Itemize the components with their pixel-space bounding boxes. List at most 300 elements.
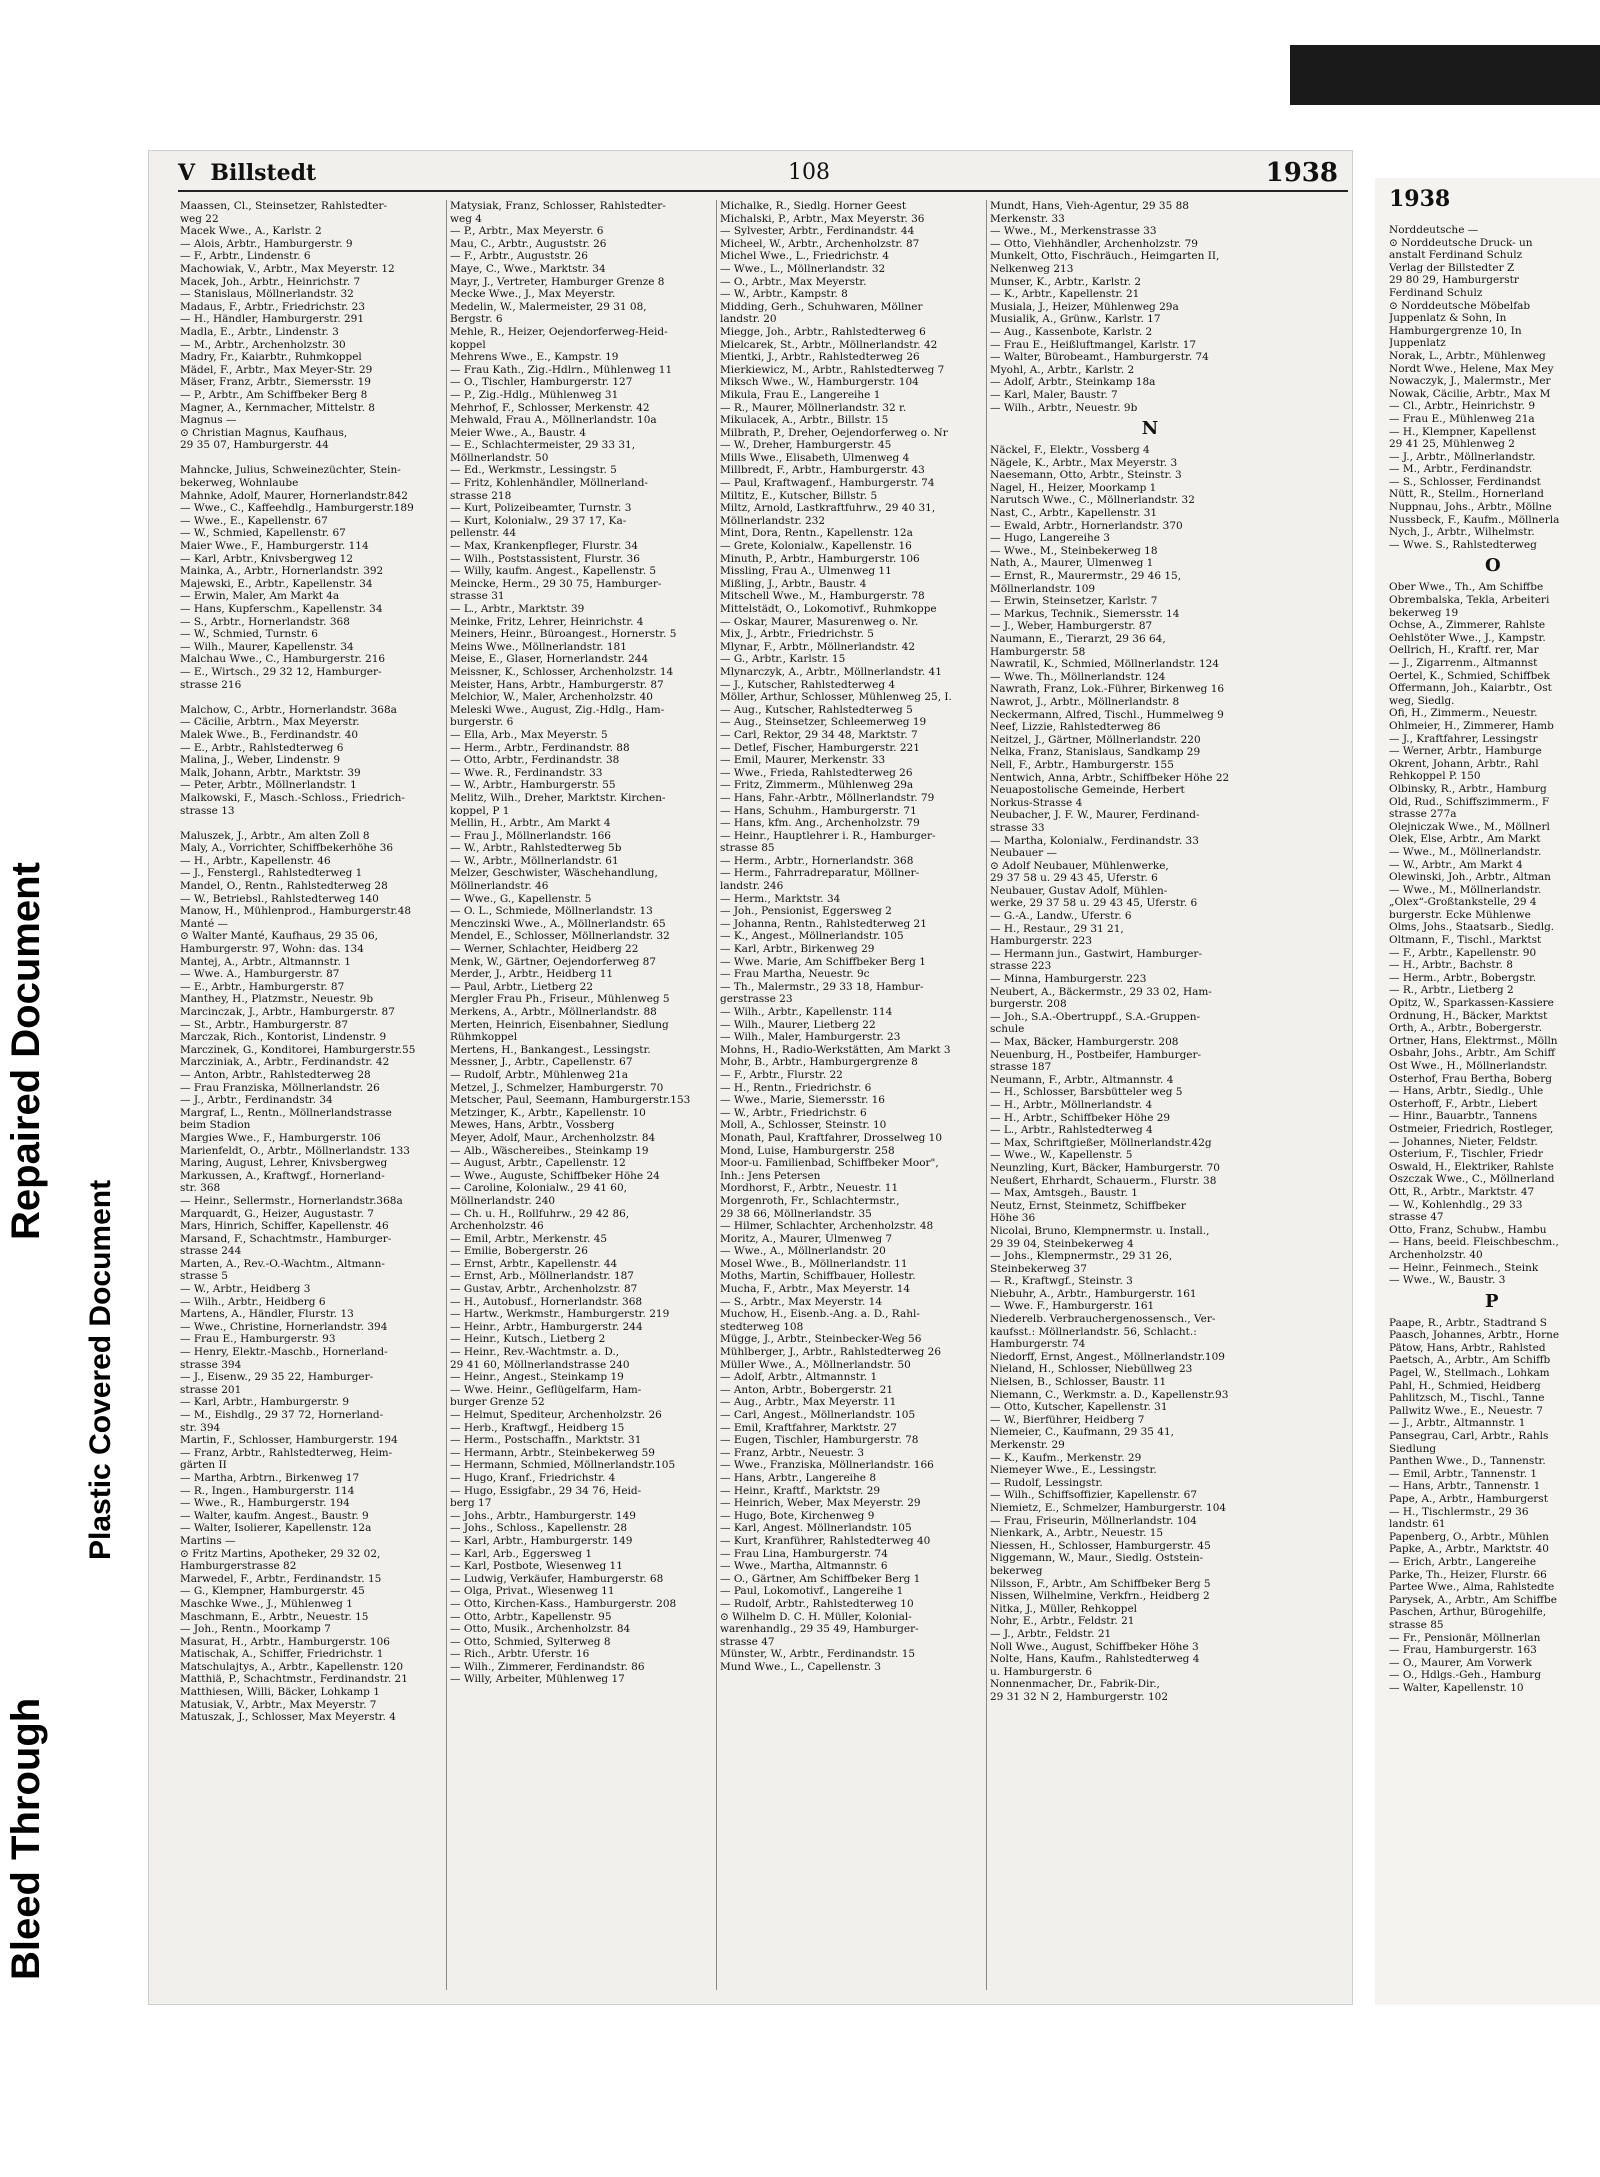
directory-entry: — Ernst, Arbtr., Kapellenstr. 44 [450,1257,618,1270]
directory-entry: — H., Arbtr., Schiffbeker Höhe 29 [990,1111,1171,1124]
directory-entry: Musiala, J., Heizer, Mühlenweg 29a [990,300,1179,313]
directory-entry: Pagel, W., Stellmach., Lohkam [1389,1367,1550,1380]
directory-entry: — Emil, Arbtr., Merkenstr. 45 [450,1232,608,1245]
directory-entry: — F., Arbtr., Auguststr. 26 [450,250,588,263]
directory-entry: — J., Kutscher, Rahlstedterweg 4 [720,678,896,691]
directory-entry: strasse 277a [1389,808,1457,821]
directory-entry: — Paul, Arbtr., Lietberg 22 [450,980,594,993]
directory-entry: Mund Wwe., L., Capellenstr. 3 [720,1660,882,1673]
directory-entry: Malk, Johann, Arbtr., Marktstr. 39 [180,766,361,779]
directory-entry: Nell, F., Arbtr., Hamburgerstr. 155 [990,758,1174,771]
directory-entry: Mügge, J., Arbtr., Steinbecker-Weg 56 [720,1333,922,1346]
directory-entry: Marienfeldt, O., Arbtr., Möllnerlandstr. 133 [180,1144,410,1157]
directory-entry: — O., Hdlgs.-Geh., Hamburg [1389,1669,1542,1682]
directory-entry: bekerweg, Wohnlaube [180,477,299,490]
directory-entry: beim Stadion [180,1119,251,1132]
directory-entry: Maschke Wwe., J., Mühlenweg 1 [180,1597,353,1610]
directory-entry: landstr. 246 [720,880,784,893]
directory-entry: werke, 29 37 58 u. 29 43 45, Uferstr. 6 [990,897,1198,910]
directory-entry: — Wwe., E., Kapellenstr. 67 [180,514,328,527]
directory-entry: — Ella, Arb., Max Meyerstr. 5 [450,728,608,741]
directory-entry: Matusiak, V., Arbtr., Max Meyerstr. 7 [180,1698,377,1711]
directory-entry: Metzinger, K., Arbtr., Kapellenstr. 10 [450,1106,646,1119]
directory-entry: Metscher, Paul, Seemann, Hamburgerstr.153 [450,1094,691,1107]
directory-entry: Marczinek, G., Konditorei, Hamburgerstr.55 [180,1043,416,1056]
directory-entry: — Herm., Arbtr., Hornerlandstr. 368 [720,854,914,867]
directory-entry: — Hugo, Essigfabr., 29 34 76, Heid- [450,1484,642,1497]
directory-entry: Morgenroth, Fr., Schlachtermstr., [720,1194,900,1207]
directory-entry: — Anton, Arbtr., Rahlstedterweg 28 [180,1068,371,1081]
directory-entry: Osterium, F., Tischler, Friedr [1389,1148,1543,1161]
directory-entry: — Aug., Kutscher, Rahlstedterweg 5 [720,703,913,716]
directory-entry: — P., Arbtr., Am Schiffbeker Berg 8 [180,388,368,401]
directory-entry: Nelkenweg 213 [990,262,1074,275]
directory-entry: Magner, A., Kernmacher, Mittelstr. 8 [180,401,375,414]
directory-entry: — Karl, Arbtr., Hamburgerstr. 9 [180,1396,350,1409]
directory-entry: Mucha, F., Arbtr., Max Meyerstr. 14 [720,1283,911,1296]
directory-entry: — Heinr., Arbtr., Hamburgerstr. 244 [450,1320,643,1333]
directory-entry: Matuszak, J., Schlosser, Max Meyerstr. 4 [180,1711,396,1724]
directory-entry: — Joh., Rentn., Moorkamp 7 [180,1623,331,1636]
directory-entry: Noll Wwe., August, Schiffbeker Höhe 3 [990,1640,1199,1653]
directory-entry: — Werner, Arbtr., Hamburge [1389,745,1542,758]
directory-entry: Paasch, Johannes, Arbtr., Horne [1389,1329,1560,1342]
directory-entry: — H., Arbtr., Bachstr. 8 [1389,959,1513,972]
directory-entry: strasse 216 [180,678,242,691]
directory-entry: Siedlung [1389,1442,1437,1455]
directory-entry: bekerweg 19 [1389,606,1459,619]
directory-entry: Mittelstädt, O., Lokomotivf., Ruhmkoppe [720,603,937,615]
directory-entry: — Henry, Elektr.-Maschb., Hornerland- [180,1346,388,1359]
directory-entry: — Max, Bäcker, Hamburgerstr. 208 [990,1036,1179,1048]
directory-entry: — Hermann jun., Gastwirt, Hamburger- [990,947,1202,960]
directory-entry: — P., Zig.-Hdlg., Mühlenweg 31 [450,388,619,401]
directory-entry: Midding, Gerh., Schuhwaren, Möllner [720,300,923,313]
directory-entry [180,452,438,465]
top-border [0,0,1600,45]
directory-entry: — Ed., Werkmstr., Lessingstr. 5 [450,464,617,477]
directory-entry: strasse 85 [1389,1618,1444,1631]
directory-entry: Mond, Luise, Hamburgerstr. 258 [720,1144,895,1157]
directory-entry: Maassen, Cl., Steinsetzer, Rahlstedter- [180,200,388,212]
directory-entry: Mehwald, Frau A., Möllnerlandstr. 10a [450,414,657,427]
directory-entry: Neuapostolische Gemeinde, Herbert [990,784,1185,797]
section-letter: V [178,160,196,186]
directory-entry: — O. L., Schmiede, Möllnerlandstr. 13 [450,905,653,918]
directory-entry: strasse 201 [180,1383,242,1396]
directory-entry: ⊙ Fritz Martins, Apotheker, 29 32 02, [180,1547,381,1560]
directory-entry: Ferdinand Schulz [1389,286,1483,299]
directory-entry: Ostmeier, Friedrich, Rostleger, [1389,1122,1554,1135]
directory-entry: — W., Arbtr., Rahlstedterweg 5b [450,842,622,855]
directory-entry: Niggemann, W., Maur., Siedlg. Oststein- [990,1552,1204,1565]
directory-entry: Neutz, Ernst, Steinmetz, Schiffbeker [990,1199,1186,1212]
directory-entry: Maschmann, E., Arbtr., Neuestr. 15 [180,1610,369,1623]
directory-entry: Nitka, J., Müller, Rehkoppel [990,1602,1138,1615]
directory-entry: — Martha, Kolonialw., Ferdinandstr. 33 [990,834,1199,847]
directory-entry: Manow, H., Mühlenprod., Hamburgerstr.48 [180,905,412,918]
directory-entry: Nonnenmacher, Dr., Fabrik-Dir., [990,1678,1160,1691]
directory-entry: burgerstr. 6 [450,716,514,729]
directory-entry: — Karl, Arb., Eggersweg 1 [450,1547,593,1560]
directory-entry: Mundt, Hans, Vieh-Agentur, 29 35 88 [990,200,1189,212]
directory-entry: — Otto, Arbtr., Kapellenstr. 95 [450,1610,612,1623]
directory-entry: — Hermann, Schmied, Möllnerlandstr.105 [450,1459,676,1472]
directory-entry: — R., Ingen., Hamburgerstr. 114 [180,1484,355,1497]
directory-entry: — Johs., Arbtr., Hamburgerstr. 149 [450,1509,636,1522]
directory-entry: — Heinr., Sellermstr., Hornerlandstr.368a [180,1194,403,1207]
directory-entry: — Adolf, Arbtr., Altmannstr. 1 [720,1371,878,1384]
directory-entry: Mientki, J., Arbtr., Rahlstedterweg 26 [720,351,920,364]
directory-entry: — Frau, Hamburgerstr. 163 [1389,1644,1537,1657]
directory-entry: Marsand, F., Schachtmstr., Hamburger- [180,1232,392,1245]
directory-entry: Nelka, Franz, Stanislaus, Sandkamp 29 [990,746,1201,759]
directory-entry: Steinbekerweg 37 [990,1262,1087,1275]
directory-entry: — R., Arbtr., Lietberg 2 [1389,984,1514,997]
directory-entry: — W., Betriebsl., Rahlstedterweg 140 [180,892,379,905]
directory-entry: — Rudolf, Lessingstr. [990,1476,1103,1489]
directory-entry: — Wwe., R., Hamburgerstr. 194 [180,1497,350,1510]
directory-entry: — Anton, Arbtr., Bobergerstr. 21 [720,1383,894,1396]
directory-entry: — Wwe., M., Steinbekerweg 18 [990,544,1158,557]
directory-entry: Ortner, Hans, Elektrmst., Mölln [1389,1034,1558,1047]
directory-entry: Merkens, A., Arbtr., Möllnerlandstr. 88 [450,1006,657,1018]
directory-entry: Merder, J., Arbtr., Heidberg 11 [450,968,614,981]
directory-entry: Offermann, Joh., Kaiarbtr., Ost [1389,682,1552,695]
directory-entry: Niemeyer Wwe., E., Lessingstr. [990,1464,1157,1477]
directory-entry: Madaus, F., Arbtr., Friedrichstr. 23 [180,300,366,313]
directory-entry: Verlag der Billstedter Z [1389,261,1515,274]
directory-entry: — Frau J., Möllnerlandstr. 166 [450,829,611,842]
directory-entry: Möllnerlandstr. 232 [720,514,826,527]
directory-entry: strasse 244 [180,1245,242,1258]
directory-entry: — O., Tischler, Hamburgerstr. 127 [450,376,633,389]
repaired-document-label: Repaired Document [4,862,48,1240]
directory-entry: Pahlitzsch, M., Tischl., Tanne [1389,1392,1545,1405]
directory-entry: — Hans, Arbtr., Langereihe 8 [720,1471,877,1484]
directory-entry: — Karl, Arbtr., Hamburgerstr. 149 [450,1534,633,1547]
directory-entry: — Markus, Technik., Siemersstr. 14 [990,607,1180,620]
directory-entry: Mlynarczyk, A., Arbtr., Möllnerlandstr. 41 [720,665,942,678]
directory-entry: warenhandlg., 29 35 49, Hamburger- [720,1623,919,1636]
directory-entry: Nath, A., Maurer, Ulmenweg 1 [990,557,1154,570]
directory-entry: — Heinr., Rev.-Wachtmstr. a. D., [450,1346,620,1359]
directory-entry: Marcinczak, J., Arbtr., Hamburgerstr. 87 [180,1006,395,1018]
directory-entry: — J., Fenstergl., Rahlstedterweg 1 [180,867,363,880]
directory-entry: Munser, K., Arbtr., Karlstr. 2 [990,275,1142,288]
directory-entry: Mehrens Wwe., E., Kampstr. 19 [450,351,619,364]
directory-entry: — Wwe., G., Kapellenstr. 5 [450,892,592,905]
directory-entry: Malkowski, F., Masch.-Schloss., Friedrich- [180,791,405,804]
directory-entry: — Th., Malermstr., 29 33 18, Hambur- [720,980,924,993]
section-letter-heading: P [1485,1290,1499,1312]
directory-entry: — St., Arbtr., Hamburgerstr. 87 [180,1018,349,1031]
directory-entry: Madla, E., Arbtr., Lindenstr. 3 [180,325,339,338]
directory-entry: Margraf, L., Rentn., Möllnerlandstrasse [180,1106,392,1119]
directory-entry: Nägele, K., Arbtr., Max Meyerstr. 3 [990,456,1178,469]
directory-entry: — G., Arbtr., Karlstr. 15 [720,653,846,666]
directory-entry: — Eugen, Tischler, Hamburgerstr. 78 [720,1434,919,1447]
directory-entry: — Walter, kaufm. Angest., Baustr. 9 [180,1509,369,1522]
directory-entry: Menk, W., Gärtner, Oejendorferweg 87 [450,955,656,968]
directory-entry: Nohr, E., Arbtr., Feldstr. 21 [990,1615,1135,1628]
directory-entry: — Sylvester, Arbtr., Ferdinandstr. 44 [720,225,915,238]
directory-entry: — Alb., Wäschereibes., Steinkamp 19 [450,1144,649,1157]
directory-entry: — Fritz, Kohlenhändler, Möllnerland- [450,477,648,490]
directory-entry: Mahnke, Adolf, Maurer, Hornerlandstr.842 [180,489,408,502]
directory-entry: Möller, Arthur, Schlosser, Mühlenweg 25, I. [720,691,952,704]
directory-entry: — Ch. u. H., Rollfuhrw., 29 42 86, [450,1207,630,1220]
directory-entry: — Willy, kaufm. Angest., Kapellenstr. 5 [450,565,657,578]
directory-entry: — Wilh., Schiffsoffizier, Kapellenstr. 67 [990,1489,1198,1502]
directory-entry: — Wwe., Christine, Hornerlandstr. 394 [180,1320,388,1333]
directory-entry: „Olex“-Großtankstelle, 29 4 [1389,896,1537,909]
directory-entry: — Wwe., C., Kaffeehdlg., Hamburgerstr.189 [180,502,414,515]
directory-entry: Niessen, H., Schlosser, Hamburgerstr. 45 [990,1539,1211,1552]
directory-entry: Ober Wwe., Th., Am Schiffbe [1389,581,1544,594]
directory-entry: bekerweg [990,1564,1043,1577]
directory-entry: Neubauer — [990,847,1057,860]
page-header [178,156,1348,192]
directory-entry: — E., Arbtr., Rahlstedterweg 6 [180,741,344,754]
directory-entry: — Paul, Lokomotivf., Langereihe 1 [720,1585,904,1598]
directory-entry: — Otto, Kirchen-Kass., Hamburgerstr. 208 [450,1597,677,1610]
directory-entry: Orth, A., Arbtr., Bobergerstr. [1389,1022,1543,1035]
directory-entry: Melchior, W., Maler, Archenholzstr. 40 [450,691,653,704]
directory-entry: — Grete, Kolonialw., Kapellenstr. 16 [720,540,912,553]
directory-entry: Osbahr, Johs., Arbtr., Am Schiff [1389,1047,1555,1060]
directory-entry: str. 394 [180,1421,221,1434]
directory-entry: Michel Wwe., L., Friedrichstr. 4 [720,250,890,263]
directory-entry: — Carl, Rektor, 29 34 48, Marktstr. 7 [720,728,918,741]
directory-entry: ⊙ Adolf Neubauer, Mühlenwerke, [990,859,1169,872]
directory-entry: Archenholzstr. 46 [450,1220,544,1233]
directory-entry: — E., Schlachtermeister, 29 33 31, [450,439,636,452]
directory-entry: — Wilh., Poststassistent, Flurstr. 36 [450,552,640,565]
directory-entry: — Karl, Maler, Baustr. 7 [990,388,1118,401]
directory-entry: Meiners, Heinr., Büroangest., Hornerstr. 5 [450,628,677,641]
directory-entry: Hamburgerstrasse 82 [180,1560,297,1573]
directory-entry: Niemann, C., Werkmstr. a. D., Kapellenstr.93 [990,1388,1229,1401]
directory-entry: kaufsst.: Möllnerlandstr. 56, Schlacht.: [990,1325,1197,1338]
directory-entry: Malchau Wwe., C., Hamburgerstr. 216 [180,653,386,666]
column-divider [986,200,987,1990]
directory-entry: — Rudolf, Arbtr., Mühlenweg 21a [450,1068,629,1081]
directory-entry: — Wwe. A., Hamburgerstr. 87 [180,968,340,981]
directory-entry: weg, Siedlg. [1389,694,1455,707]
directory-entry: 29 35 07, Hamburgerstr. 44 [180,439,329,452]
directory-entry: anstalt Ferdinand Schulz [1389,249,1523,262]
directory-entry: Mecke Wwe., J., Max Meyerstr. [450,288,616,301]
directory-entry: Narutsch Wwe., C., Möllnerlandstr. 32 [990,494,1195,507]
directory-entry: Moritz, A., Maurer, Ulmenweg 7 [720,1232,893,1245]
directory-entry: Mendel, E., Schlosser, Möllnerlandstr. 32 [450,930,670,943]
directory-entry: — Wwe., Marie, Siemersstr. 16 [720,1094,885,1107]
directory-entry: Manthey, H., Platzmstr., Neuestr. 9b [180,993,374,1006]
directory-entry: — Frau Lina, Hamburgerstr. 74 [720,1547,888,1560]
directory-entry: — G., Klempner, Hamburgerstr. 45 [180,1585,365,1598]
directory-entry: — Erwin, Maler, Am Markt 4a [180,590,340,603]
directory-entry: Marczak, Rich., Kontorist, Lindenstr. 9 [180,1031,387,1044]
directory-entry: Nussbeck, F., Kaufm., Möllnerla [1389,513,1560,526]
directory-entry: Miksch Wwe., W., Hamburgerstr. 104 [720,376,919,389]
directory-entry: — Frau E., Heißluftmangel, Karlstr. 17 [990,338,1197,351]
directory-entry: — Wilh., Arbtr., Neuestr. 9b [990,401,1138,414]
directory-entry: Old, Rud., Schiffszimmerm., F [1389,795,1550,808]
directory-entry: — Wwe., A., Möllnerlandstr. 20 [720,1245,886,1258]
directory-entry: — Werner, Schlachter, Heidberg 22 [450,943,639,956]
directory-entry: Mehle, R., Heizer, Oejendorferweg-Heid- [450,325,668,338]
directory-entry: Oltmann, F., Tischl., Marktst [1389,934,1542,947]
directory-entry: Mars, Hinrich, Schiffer, Kapellenstr. 46 [180,1220,389,1233]
directory-entry: Niebuhr, A., Arbtr., Hamburgerstr. 161 [990,1287,1197,1300]
directory-entry: Möllnerlandstr. 50 [450,451,549,464]
directory-entry: — Walter, Bürobeamt., Hamburgerstr. 74 [990,351,1209,364]
directory-entry: Bergstr. 6 [450,313,503,326]
directory-entry: — Walter, Isolierer, Kapellenstr. 12a [180,1522,372,1535]
directory-entry: Müller Wwe., A., Möllnerlandstr. 50 [720,1358,911,1371]
directory-entry: strasse 33 [990,821,1045,834]
directory-entry: Obrembalska, Tekla, Arbeiteri [1389,594,1550,607]
directory-entry: Mohr, B., Arbtr., Hamburgergrenze 8 [720,1056,918,1069]
directory-entry: — Wilh., Maler, Hamburgerstr. 23 [720,1031,901,1044]
directory-entry: — Wwe. Heinr., Geflügelfarm, Ham- [450,1383,642,1396]
directory-entry: — Wwe., W., Baustr. 3 [1389,1274,1506,1287]
directory-entry: schule [990,1023,1025,1036]
directory-entry: Mordhorst, F., Arbtr., Neuestr. 11 [720,1182,899,1195]
directory-entry: Martin, F., Schlosser, Hamburgerstr. 194 [180,1434,398,1447]
directory-entry: — Minna, Hamburgerstr. 223 [990,973,1147,986]
directory-entry: — Alois, Arbtr., Hamburgerstr. 9 [180,237,353,250]
directory-entry: stedterweg 108 [720,1320,804,1333]
directory-entry: — K., Kaufm., Merkenstr. 29 [990,1451,1142,1464]
directory-entry: — Hartw., Werkmstr., Hamburgerstr. 219 [450,1308,670,1321]
directory-entry: Manté — [180,917,229,930]
directory-entry: — F., Arbtr., Lindenstr. 6 [180,250,311,263]
directory-entry: Hamburgerstr. 223 [990,935,1093,948]
directory-entry: Parke, Th., Heizer, Flurstr. 66 [1389,1568,1547,1581]
directory-entry: Mayr, J., Vertreter, Hamburger Grenze 8 [450,275,665,288]
directory-entry: gärten II [180,1459,227,1472]
directory-entry: — Max, Schriftgießer, Möllnerlandstr.42g [990,1136,1212,1149]
directory-entry: Nentwich, Anna, Arbtr., Schiffbeker Höhe 22 [990,771,1230,784]
directory-entry: Niedorff, Ernst, Angest., Möllnerlandstr.109 [990,1350,1225,1363]
directory-entry: — Wwe., Franziska, Möllnerlandstr. 166 [720,1459,934,1472]
directory-entry: — Heinrich, Weber, Max Meyerstr. 29 [720,1497,921,1510]
directory-entry: — S., Arbtr., Hornerlandstr. 368 [180,615,350,628]
directory-entry: — Wwe. R., Ferdinandstr. 33 [450,766,603,779]
directory-entry: — Heinr., Feinmech., Steink [1389,1261,1539,1274]
directory-entry: — Max, Amtsgeh., Baustr. 1 [990,1187,1138,1200]
directory-entry: — W., Arbtr., Heidberg 3 [180,1283,311,1296]
directory-entry: — Emil, Maurer, Merkenstr. 33 [720,754,886,767]
directory-entry: Mlynar, F., Arbtr., Möllnerlandstr. 42 [720,640,916,653]
directory-entry: — Herm., Marktstr. 34 [720,892,841,905]
directory-entry: Metzel, J., Schmelzer, Hamburgerstr. 70 [450,1081,664,1094]
bleed-through-label: Bleed Through [4,1697,48,1980]
directory-entry: — Max, Krankenpfleger, Flurstr. 34 [450,540,639,553]
directory-entry: — H., Schlosser, Barsbütteler weg 5 [990,1086,1183,1099]
column-1 [180,200,438,1990]
directory-entry: — R., Kraftwgf., Steinstr. 3 [990,1275,1133,1288]
directory-entry: Okrent, Johann, Arbtr., Rahl [1389,757,1539,770]
directory-page [148,150,1353,2005]
directory-entry: — E., Wirtsch., 29 32 12, Hamburger- [180,665,382,678]
directory-entry: Mehrhof, F., Schlosser, Merkenstr. 42 [450,401,650,414]
directory-entry: — Herm., Fahrradreparatur, Möllner- [720,867,920,880]
directory-entry: Nicolai, Bruno, Klempnermstr. u. Install., [990,1224,1210,1237]
directory-entry: — Oskar, Maurer, Masurenweg o. Nr. [720,615,919,628]
directory-entry: — Fr., Pensionär, Möllnerlan [1389,1631,1541,1644]
directory-entry: — Johanna, Rentn., Rahlstedterweg 21 [720,917,927,930]
directory-entry: — L., Arbtr., Rahlstedterweg 4 [990,1124,1153,1137]
directory-entry: strasse 394 [180,1358,242,1371]
directory-entry: — Hinr., Bauarbtr., Tannens [1389,1110,1538,1123]
directory-entry: — Karl, Postbote, Wiesenweg 11 [450,1560,623,1573]
directory-entry: — Wwe., Auguste, Schiffbeker Höhe 24 [450,1169,660,1182]
directory-entry: Nawrath, Franz, Lok.-Führer, Birkenweg 16 [990,683,1225,696]
directory-entry: Macek, Joh., Arbtr., Heinrichstr. 7 [180,275,361,288]
directory-entry: Melzer, Geschwister, Wäschehandlung, [450,867,658,880]
directory-entry: Pallwitz Wwe., E., Neuestr. 7 [1389,1404,1543,1417]
directory-entry: Pansegrau, Carl, Arbtr., Rahls [1389,1430,1549,1443]
directory-entry: 29 31 32 N 2, Hamburgerstr. 102 [990,1690,1168,1703]
directory-entry: Nawratil, K., Schmied, Möllnerlandstr. 124 [990,658,1220,671]
directory-entry: Mahncke, Julius, Schweinezüchter, Stein- [180,464,401,477]
directory-entry: — H., Rentn., Friedrichstr. 6 [720,1081,872,1094]
directory-entry: — Ernst, R., Maurermstr., 29 46 15, [990,570,1182,583]
directory-entry: Magnus — [180,414,237,427]
directory-entry: Niemietz, E., Schmelzer, Hamburgerstr. 104 [990,1501,1227,1514]
directory-entry: Ott, R., Arbtr., Marktstr. 47 [1389,1185,1535,1198]
directory-entry: Ochse, A., Zimmerer, Rahlste [1389,619,1546,632]
directory-entry: — H., Restaur., 29 31 21, [990,922,1124,935]
directory-entry: — Wilh., Maurer, Lietberg 22 [720,1018,876,1031]
directory-entry: Olms, Johs., Staatsarb., Siedlg. [1389,921,1555,934]
directory-entry: — Franz, Arbtr., Rahlstedterweg, Heim- [180,1446,393,1459]
directory-entry: Meissner, K., Schlosser, Archenholzstr. 14 [450,665,674,678]
directory-entry: — Johs., Schloss., Kapellenstr. 28 [450,1522,628,1535]
facing-page-year: 1938 [1389,186,1451,212]
directory-entry: Hamburgergrenze 10, In [1389,324,1522,337]
directory-entry: Moll, A., Schlosser, Steinstr. 10 [720,1119,887,1132]
directory-entry: Neunzling, Kurt, Bäcker, Hamburgerstr. 70 [990,1161,1220,1174]
directory-entry: — J., Arbtr., Möllnerlandstr. [1389,450,1536,463]
directory-entry: Mosel Wwe., B., Möllnerlandstr. 11 [720,1257,908,1270]
directory-entry: — Hans, Arbtr., Siedlg., Uhle [1389,1085,1544,1098]
directory-entry: — Wwe. Marie, Am Schiffbeker Berg 1 [720,955,926,968]
directory-entry: Nagel, H., Heizer, Moorkamp 1 [990,481,1157,494]
directory-entry: — Hans, Kupferschm., Kapellenstr. 34 [180,603,383,615]
directory-entry: — Wilh., Maurer, Kapellenstr. 34 [180,640,354,653]
directory-entry: — Helmut, Spediteur, Archenholzstr. 26 [450,1409,662,1421]
directory-entry: Meyer, Adolf, Maur., Archenholzstr. 84 [450,1131,656,1144]
directory-entry: Pahl, H., Schmied, Heidberg [1389,1379,1541,1392]
directory-entry: Neckermann, Alfred, Tischl., Hummelweg 9 [990,708,1224,721]
directory-entry: Mohns, H., Radio-Werkstätten, Am Markt 3 [720,1043,951,1056]
directory-entry: strasse 47 [1389,1211,1444,1224]
directory-entry: Paschen, Arthur, Bürogehilfe, [1389,1606,1547,1619]
directory-entry: Papenberg, O., Arbtr., Mühlen [1389,1530,1549,1543]
directory-entry: Margies Wwe., F., Hamburgerstr. 106 [180,1131,381,1144]
directory-entry: — Emilie, Bobergerstr. 26 [450,1245,588,1258]
directory-entry: Michalski, P., Arbtr., Max Meyerstr. 36 [720,212,925,225]
directory-entry: Ohlmeier, H., Zimmerer, Hamb [1389,719,1554,732]
directory-entry: — Martha, Arbtrn., Birkenweg 17 [180,1471,360,1484]
directory-entry: Nienkark, A., Arbtr., Neuestr. 15 [990,1527,1164,1540]
directory-entry: Oellrich, H., Kraftf. rer, Mar [1389,644,1539,657]
directory-entry: Nütt, R., Stellm., Hornerland [1389,488,1544,501]
